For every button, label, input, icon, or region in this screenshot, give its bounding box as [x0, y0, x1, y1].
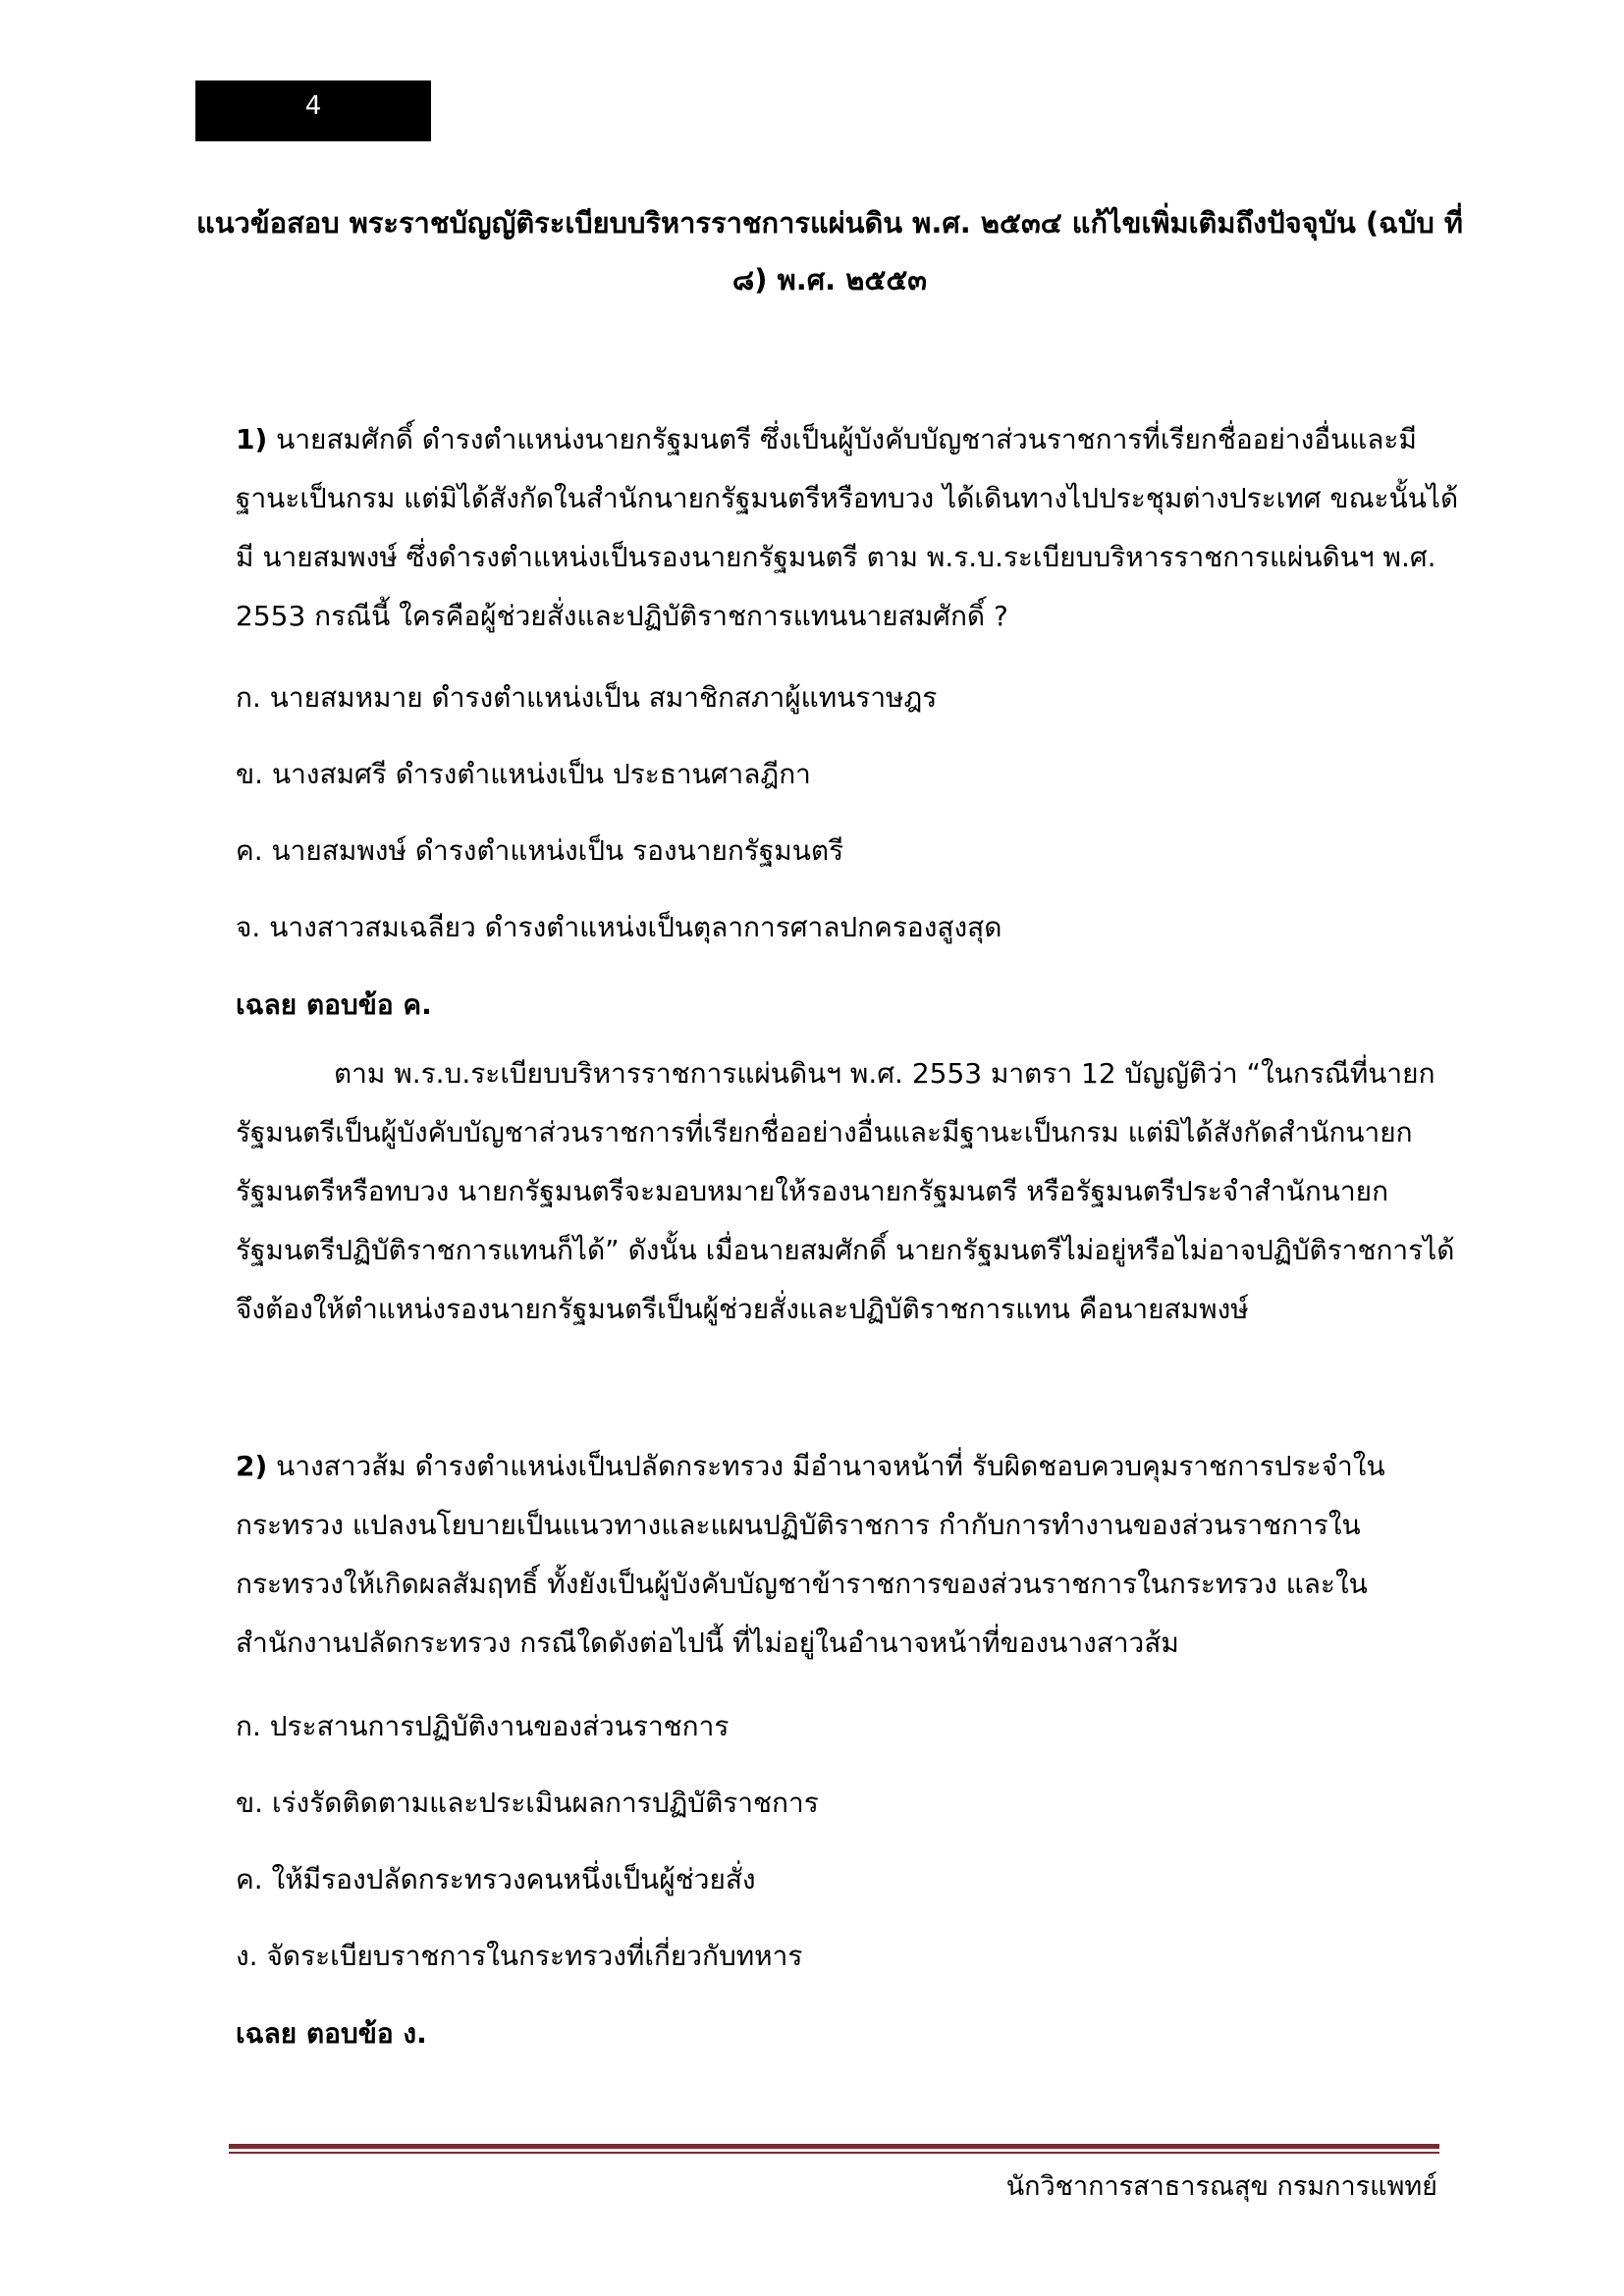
footer-text: นักวิชาการสาธารณสุข กรมการแพทย์ [1005, 2171, 1437, 2202]
question-1-number: 1) [236, 423, 268, 455]
question-spacer [236, 1339, 1463, 1437]
question-2-body: นางสาวส้ม ดำรงตำแหน่งเป็นปลัดกระทรวง มีอำนาจหน้าที่ รับผิดชอบควบคุมราชการประจำในกระทรวง แปลงนโยบายเป็นแนวทางและแผนปฏิบัติราชการ กำกับการทำงานของส่วนราชการในกระทรวงให้เกิดผลสัมฤทธิ์ ทั้งยังเป็นผู้บังคับบัญชาข้าราชการของส่วนราชการในกระทรวง และในสำนักงานปลัดกระทรวง กรณีใดดังต่อไปนี้ ที่ไม่อยู่ในอำนาจหน้าที่ของนางสาวส้ม [236, 1450, 1385, 1659]
question-1-text [236, 410, 1463, 646]
main-content [236, 410, 1463, 2073]
question-2-choice-c: ค. ให้มีรองปลัดกระทรวงคนหนึ่งเป็นผู้ช่วยสั่ง [236, 1863, 756, 1896]
question-2-choice-a: ก. ประสานการปฏิบัติงานของส่วนราชการ [236, 1710, 730, 1742]
page-number: 4 [195, 80, 431, 141]
question-1-answer: เฉลย ตอบข้อ ค. [236, 988, 432, 1021]
question-1-explanation: ตาม พ.ร.บ.ระเบียบบริหารราชการแผ่นดินฯ พ.ศ. 2553 มาตรา 12 บัญญัติว่า “ในกรณีที่นายกรัฐมนตรีเป็นผู้บังคับบัญชาส่วนราชการที่เรียกชื่ออย่างอื่นและมีฐานะเป็นกรม แต่มิได้สังกัดสำนักนายกรัฐมนตรีหรือทบวง นายกรัฐมนตรีจะมอบหมายให้รองนายกรัฐมนตรี หรือรัฐมนตรีประจำสำนักนายกรัฐมนตรีปฏิบัติราชการแทนก็ได้” ดังนั้น เมื่อนายสมศักดิ์ นายกรัฐมนตรีไม่อยู่หรือไม่อาจปฏิบัติราชการได้ จึงต้องให้ตำแหน่งรองนายกรัฐมนตรีเป็นผู้ช่วยสั่งและปฏิบัติราชการแทน คือนายสมพงษ์ [236, 1057, 1455, 1325]
question-1-choice-b: ข. นางสมศรี ดำรงตำแหน่งเป็น ประธานศาลฎีกา [236, 758, 811, 790]
question-1-body: นายสมศักดิ์ ดำรงตำแหน่งนายกรัฐมนตรี ซึ่งเป็นผู้บังคับบัญชาส่วนราชการที่เรียกชื่ออย่างอื่นและมีฐานะเป็นกรม แต่มิได้สังกัดในสำนักนายกรัฐมนตรีหรือทบวง ได้เดินทางไปประชุมต่างประเทศ ขณะนั้นได้มี นายสมพงษ์ ซึ่งดำรงตำแหน่งเป็นรองนายกรัฐมนตรี ตาม พ.ร.บ.ระเบียบบริหารราชการแผ่นดินฯ พ.ศ. 2553 กรณีนี้ ใครคือผู้ช่วยสั่งและปฏิบัติราชการแทนนายสมศักดิ์ ? [236, 423, 1459, 632]
question-2-choice-b: ข. เร่งรัดติดตามและประเมินผลการปฏิบัติราชการ [236, 1787, 819, 1819]
document-title: แนวข้อสอบ พระราชบัญญัติระเบียบบริหารราชการแผ่นดิน พ.ศ. ๒๕๓๔ แก้ไขเพิ่มเติมถึงปัจจุบัน (ฉบับ ที่ ๘) พ.ศ. ๒๕๕๓ [196, 206, 1463, 296]
question-2-answer: เฉลย ตอบข้อ ง. [236, 2017, 427, 2050]
question-2 [236, 1437, 1463, 2073]
footer-rule-thick [229, 2144, 1439, 2149]
question-1-choice-a: ก. นายสมหมาย ดำรงตำแหน่งเป็น สมาชิกสภาผู้แทนราษฎร [236, 681, 938, 714]
footer-rule-thin [229, 2152, 1439, 2154]
question-1 [236, 410, 1463, 1339]
question-2-choice-d: ง. จัดระเบียบราชการในกระทรวงที่เกี่ยวกับทหาร [236, 1940, 803, 1972]
question-2-number: 2) [236, 1450, 268, 1482]
question-1-choice-d: จ. นางสาวสมเฉลียว ดำรงตำแหน่งเป็นตุลาการศาลปกครองสูงสุด [236, 911, 1002, 943]
question-1-choice-c: ค. นายสมพงษ์ ดำรงตำแหน่งเป็น รองนายกรัฐมนตรี [236, 834, 844, 867]
question-2-text [236, 1437, 1463, 1673]
